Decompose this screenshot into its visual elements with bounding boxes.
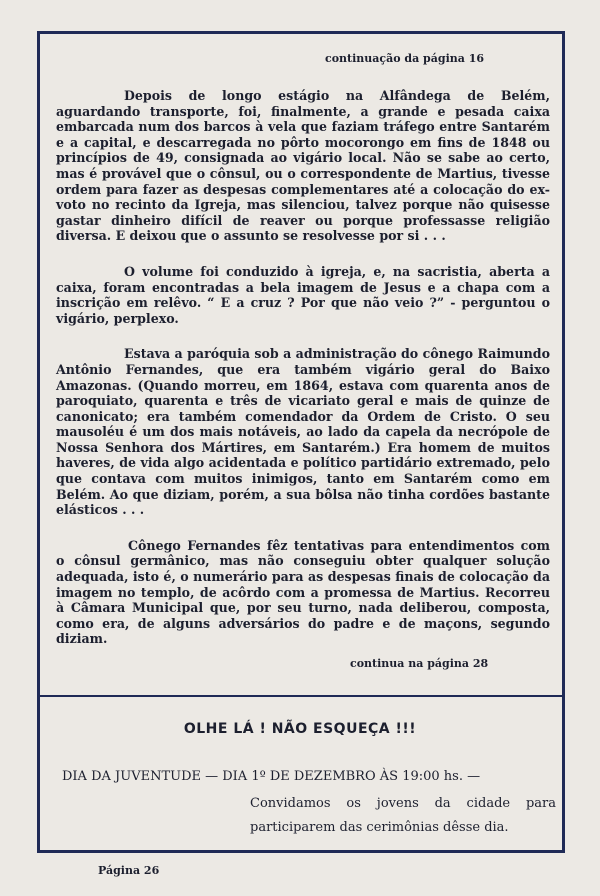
notice-event-line: DIA DA JUVENTUDE — DIA 1º DE DEZEMBRO ÀS 19:00 hs. — <box>62 769 481 784</box>
article-paragraph-2: O volume foi conduzido à igreja, e, na sacristia, aberta a caixa, foram encontradas a bela imagem de Jesus e a chapa com a inscrição em relêvo. “ E a cruz ? Por que não veio ?” - perguntou o vigário, perplexo. <box>56 263 550 326</box>
notice-title: OLHE LÁ ! NÃO ESQUEÇA !!! <box>183 721 417 737</box>
article-paragraph-4: Cônego Fernandes fêz tentativas para entendimentos com o cônsul germânico, mas não conseguiu obter qualquer solução adequada, isto é, o numerário para as despesas finais de colocação da imagem no templo, de acôrdo com a promessa de Martius. Recorreu à Câmara Municipal que, por seu turno, nada deliberou, composta, como era, de alguns adversários do padre e de maçons, segundo diziam. <box>56 537 550 647</box>
article-paragraph-3: Estava a paróquia sob a administração do cônego Raimundo Antônio Fernandes, que era também vigário geral do Baixo Amazonas. (Quando morreu, em 1864, estava com quarenta anos de paroquiato, quarenta e três de vicariato geral e mais de quinze de canonicato; era também comendador da Ordem de Cristo. O seu mausoléu é um dos mais notáveis, ao lado da capela da necrópole de Nossa Senhora dos Mártires, em Santarém.) Era homem de muitos haveres, de vida algo acidentada e político partidário extremado, pelo que contava com muitos inimigos, tanto em Santarém como em Belém. Ao que diziam, porém, a sua bôlsa não tinha cordões bastante elásticos . . . <box>56 346 550 518</box>
notice-invitation: Convidamos os jovens da cidade para participarem das cerimônias dêsse dia. <box>250 796 556 835</box>
article-paragraph-1: Depois de longo estágio na Alfândega de Belém, aguardando transporte, foi, finalmente, a grande e pesada caixa embarcada num dos barcos à vela que faziam tráfego entre Santarém e a capital, e descarregada no pôrto mocorongo em fins de 1848 ou princípios de 49, consignada ao vigário local. Não se sabe ao certo, mas é provável que o cônsul, ou o correspondente de Martius, tivesse ordem para fazer as despesas complementares até a colocação do ex-voto no recinto da Igreja, mas silenciou, talvez porque não quisesse gastar dinheiro difícil de reaver ou porque professasse religião diversa. E deixou que o assunto se resolvesse por si . . . <box>56 88 550 244</box>
section-divider <box>40 695 562 697</box>
page-number: Página 26 <box>98 864 160 877</box>
article-body <box>56 88 550 667</box>
continuation-from-note: continuação da página 16 <box>325 52 485 65</box>
continues-on-note: continua na página 28 <box>350 657 489 670</box>
